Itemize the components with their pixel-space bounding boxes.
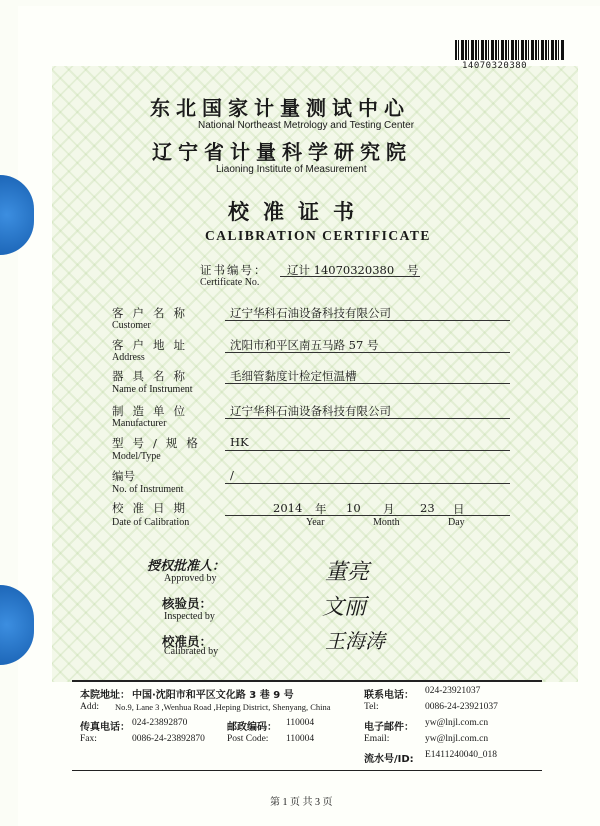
address-label-en: Address <box>112 352 145 363</box>
calibrated-label-en: Calibrated by <box>164 646 219 657</box>
calibrated-signature: 王海涛 <box>325 629 385 653</box>
footer-address-en-label: Add: <box>80 702 99 712</box>
org-name-en-1: National Northeast Metrology and Testing Center <box>198 120 415 131</box>
barcode <box>455 40 565 60</box>
footer-phone-cn-label: 联系电话： <box>364 690 414 701</box>
customer-value: 辽宁华科石油设备科技有限公司 <box>230 306 391 320</box>
cert-no-suffix: 号 <box>407 263 419 277</box>
footer-fax-cn: 024-23892870 <box>132 718 188 728</box>
page-number: 第 1 页 共 3 页 <box>270 797 333 808</box>
address-value: 沈阳市和平区南五马路 57 号 <box>230 338 379 352</box>
date-day-en: Day <box>448 517 465 528</box>
footer-serial: E1411240040_018 <box>425 750 497 760</box>
footer-fax: 0086-24-23892870 <box>132 734 205 744</box>
cert-no-underline <box>280 276 420 277</box>
instrument-label-cn: 器具名称 <box>112 369 194 383</box>
footer-tel: 0086-24-23921037 <box>425 702 498 712</box>
manufacturer-underline <box>225 418 510 419</box>
footer-address-en: No.9, Lane 3 ,Wenhua Road ,Heping District, Shenyang, China <box>115 702 331 712</box>
date-year: 2014 <box>273 501 303 515</box>
footer-divider-bottom <box>72 770 542 771</box>
date-month-cn: 月 <box>383 502 395 516</box>
approved-label-cn: 授权批准人： <box>147 559 226 574</box>
customer-label-cn: 客户名称 <box>112 306 194 320</box>
footer-fax-label: Fax: <box>80 734 97 744</box>
barcode-number: 14070320380 <box>462 61 528 71</box>
footer-post-label: Post Code: <box>227 734 269 744</box>
date-month: 10 <box>346 501 361 515</box>
date-underline <box>225 515 510 516</box>
date-label-cn: 校准日期 <box>112 501 194 515</box>
footer-tel-label: Tel: <box>364 702 379 712</box>
certificate-title-cn: 校准证书 <box>228 200 368 224</box>
footer-email-cn: yw@lnjl.com.cn <box>425 718 489 728</box>
footer-email: yw@lnjl.com.cn <box>425 734 489 744</box>
approved-signature: 董亮 <box>325 560 370 585</box>
model-value: HK <box>230 435 249 449</box>
customer-label-en: Customer <box>112 320 151 331</box>
manufacturer-label-en: Manufacturer <box>112 418 167 429</box>
footer-address-cn: 中国·沈阳市和平区文化路 3 巷 9 号 <box>132 690 294 701</box>
footer-post-cn: 110004 <box>286 718 315 728</box>
footer-phone-cn: 024-23921037 <box>425 686 481 696</box>
number-underline <box>225 483 510 484</box>
footer-fax-cn-label: 传真电话： <box>80 722 130 733</box>
model-underline <box>225 450 510 451</box>
number-label-en: No. of Instrument <box>112 484 184 495</box>
date-label-en: Date of Calibration <box>112 517 190 528</box>
footer-address-cn-label: 本院地址： <box>80 690 130 701</box>
inspected-label-cn: 核验员： <box>162 596 213 611</box>
footer-email-label: Email: <box>364 734 390 744</box>
org-name-en-2: Liaoning Institute of Measurement <box>216 164 367 175</box>
manufacturer-value: 辽宁华科石油设备科技有限公司 <box>230 404 391 418</box>
model-label-en: Model/Type <box>112 451 161 462</box>
org-name-cn-1: 东北国家计量测试中心 <box>150 96 410 120</box>
manufacturer-label-cn: 制造单位 <box>112 404 194 418</box>
date-year-en: Year <box>306 517 325 528</box>
customer-underline <box>225 320 510 321</box>
address-underline <box>225 352 510 353</box>
instrument-value: 毛细管黏度计检定恒温槽 <box>230 369 357 383</box>
instrument-underline <box>225 383 510 384</box>
inspected-label-en: Inspected by <box>164 611 215 622</box>
footer-post-cn-label: 邮政编码： <box>227 722 277 733</box>
footer-divider <box>72 680 542 682</box>
approved-label-en: Approved by <box>164 573 217 584</box>
footer-email-cn-label: 电子邮件： <box>364 722 414 733</box>
date-day-cn: 日 <box>453 502 465 516</box>
address-label-cn: 客户地址 <box>112 338 194 352</box>
date-month-en: Month <box>373 517 400 528</box>
cert-no-label-en: Certificate No. <box>200 277 260 288</box>
number-label-cn: 编号 <box>112 469 135 483</box>
date-year-cn: 年 <box>315 502 327 516</box>
calibrated-label-cn: 校准员： <box>162 634 213 649</box>
inspected-signature: 文丽 <box>322 595 367 620</box>
org-name-cn-2: 辽宁省计量科学研究院 <box>152 140 412 164</box>
number-value: / <box>230 468 234 482</box>
cert-no-label-cn: 证书编号： <box>200 263 268 277</box>
instrument-label-en: Name of Instrument <box>112 384 193 395</box>
footer-serial-label: 流水号/ID: <box>364 754 414 765</box>
cert-no-value: 辽计 14070320380 <box>287 263 395 277</box>
model-label-cn: 型号/规格 <box>112 436 207 450</box>
footer-post: 110004 <box>286 734 315 744</box>
certificate-title-en: CALIBRATION CERTIFICATE <box>205 228 431 243</box>
date-day: 23 <box>420 501 435 515</box>
